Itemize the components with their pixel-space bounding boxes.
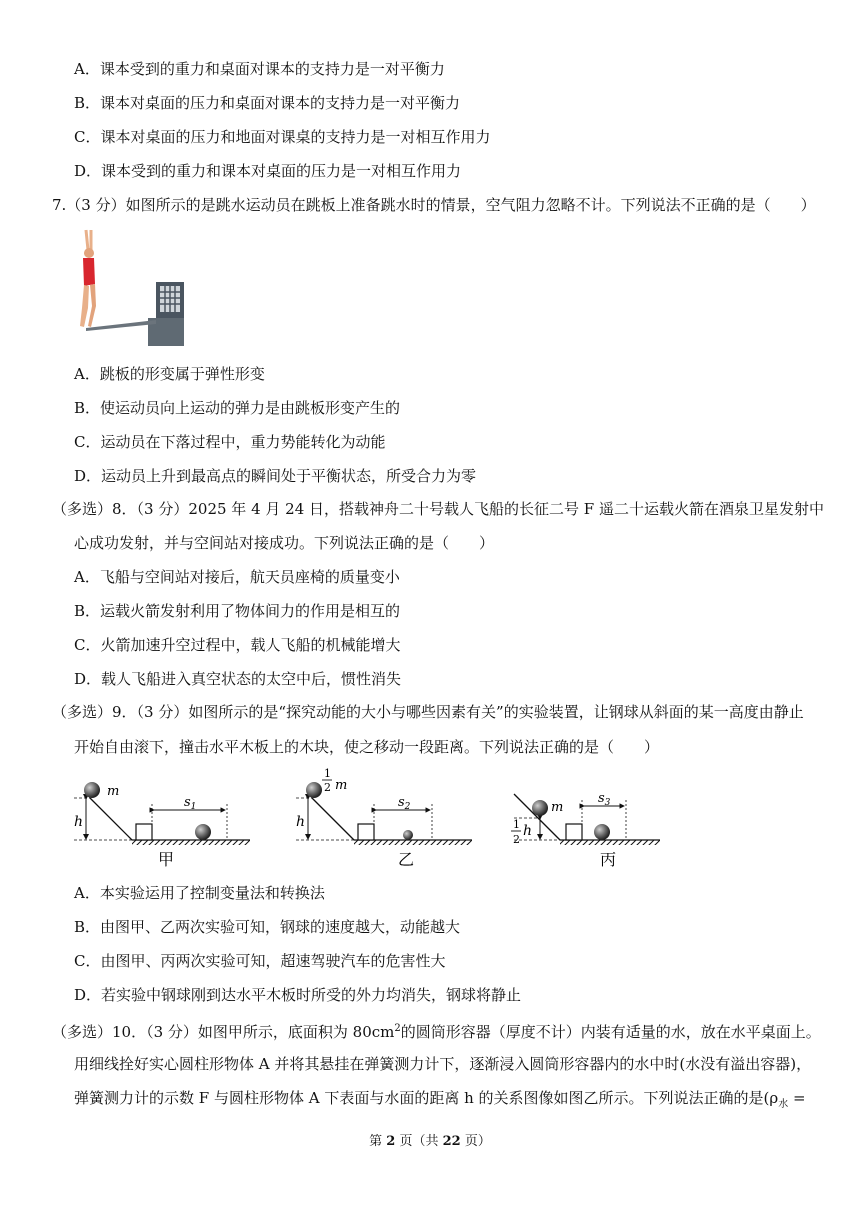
diver — [80, 230, 96, 327]
q7-option-d: D．运动员上升到最高点的瞬间处于平衡状态，所受合力为零 — [74, 467, 477, 485]
subscript-water: 水 — [778, 1099, 789, 1110]
q8-option-b: B．运载火箭发射利用了物体间力的作用是相互的 — [74, 602, 401, 620]
q8-stem-line2: 心成功发射，并与空间站对接成功。下列说法正确的是（ ） — [74, 534, 495, 552]
steel-ball — [306, 782, 322, 798]
s2-label: $s_2$ — [398, 795, 411, 812]
half-den: 2 — [324, 781, 331, 794]
q10-stem-line3: 弹簧测力计的示数 F 与圆柱形物体 A 下表面与水面的距离 h 的关系图像如图乙所示。下列说法正确的是($\rho_水$ = — [74, 1089, 806, 1110]
h-label: h — [296, 814, 306, 830]
springboard — [86, 320, 156, 331]
wood-block — [358, 824, 374, 840]
q7-option-b: B．使运动员向上运动的弹力是由跳板形变产生的 — [74, 399, 401, 417]
kinetic-energy-experiment-figure — [70, 768, 660, 873]
wood-block — [566, 824, 582, 840]
q6-option-a: A．课本受到的重力和桌面对课本的支持力是一对平衡力 — [74, 60, 445, 78]
half-den: 2 — [513, 833, 520, 846]
panel-yi — [296, 768, 472, 869]
m-label: m — [335, 778, 348, 793]
q7-option-a: A．跳板的形变属于弹性形变 — [74, 365, 265, 383]
panel-bing — [511, 791, 660, 869]
q9-stem-line2: 开始自由滚下，撞击水平木板上的木块，使之移动一段距离。下列说法正确的是（ ） — [74, 738, 660, 756]
m-label: m — [107, 784, 120, 799]
q9-option-c: C．由图甲、丙两次实验可知，超速驾驶汽车的危害性大 — [74, 952, 446, 970]
steel-ball — [195, 824, 211, 840]
q8-stem-line1: （多选）8．（3 分）2025 年 4 月 24 日，搭载神舟二十号载人飞船的长征二号 F 遥二十运载火箭在酒泉卫星发射中 — [52, 500, 824, 518]
q6-option-d: D．课本受到的重力和课本对桌面的压力是一对相互作用力 — [74, 162, 462, 180]
q10-stem-line1: （多选）10．（3 分）如图甲所示，底面积为 $80cm^2$的圆筒形容器（厚度不计）内装有适量的水，放在水平桌面上。 — [52, 1023, 821, 1041]
q9-option-a: A．本实验运用了控制变量法和转换法 — [74, 884, 325, 902]
q8-option-c: C．火箭加速升空过程中，载人飞船的机械能增大 — [74, 636, 401, 654]
page-number: 2 — [386, 1134, 396, 1149]
q10-stem-line2: 用细线拴好实心圆柱形物体 A 并将其悬挂在弹簧测力计下，逐渐浸入圆筒形容器内的水中时(水没有溢出容器)， — [74, 1055, 812, 1073]
page-footer: 第 2 页（共 22 页） — [369, 1134, 491, 1149]
q9-option-d: D．若实验中钢球刚到达水平木板时所受的外力均消失，钢球将静止 — [74, 986, 522, 1004]
wood-block — [136, 824, 152, 840]
superscript-2: 2 — [394, 1023, 401, 1034]
q9-option-b: B．由图甲、乙两次实验可知，钢球的速度越大，动能越大 — [74, 918, 461, 936]
steel-ball — [403, 830, 413, 840]
s3-label: $s_3$ — [598, 791, 611, 808]
q6-option-b: B．课本对桌面的压力和桌面对课本的支持力是一对平衡力 — [74, 94, 461, 112]
panel-label-jia: 甲 — [158, 850, 175, 869]
panel-label-yi: 乙 — [398, 850, 415, 869]
half-num: 1 — [513, 818, 520, 831]
h-label: h — [74, 814, 84, 830]
diver-figure — [72, 228, 186, 348]
steel-ball — [84, 782, 100, 798]
m-label: m — [551, 800, 564, 815]
panel-label-bing: 丙 — [600, 850, 617, 869]
panel-jia — [74, 782, 250, 869]
q9-stem-line1: （多选）9．（3 分）如图所示的是“探究动能的大小与哪些因素有关”的实验装置，让钢球从斜面的某一高度由静止 — [52, 703, 804, 721]
s1-label: $s_1$ — [184, 795, 197, 812]
steel-ball — [532, 800, 548, 816]
q7-option-c: C．运动员在下落过程中，重力势能转化为动能 — [74, 433, 386, 451]
steel-ball — [594, 824, 610, 840]
q8-option-d: D．载人飞船进入真空状态的太空中后，惯性消失 — [74, 670, 402, 688]
half-num: 1 — [324, 768, 331, 780]
q8-option-a: A．飞船与空间站对接后，航天员座椅的质量变小 — [74, 568, 400, 586]
total-pages: 22 — [442, 1134, 461, 1149]
q7-stem: 7.（3 分）如图所示的是跳水运动员在跳板上准备跳水时的情景，空气阻力忽略不计。下列说法不正确的是（ ） — [52, 196, 816, 214]
h-label: h — [523, 823, 533, 839]
q6-option-c: C．课本对桌面的压力和地面对课桌的支持力是一对相互作用力 — [74, 128, 491, 146]
